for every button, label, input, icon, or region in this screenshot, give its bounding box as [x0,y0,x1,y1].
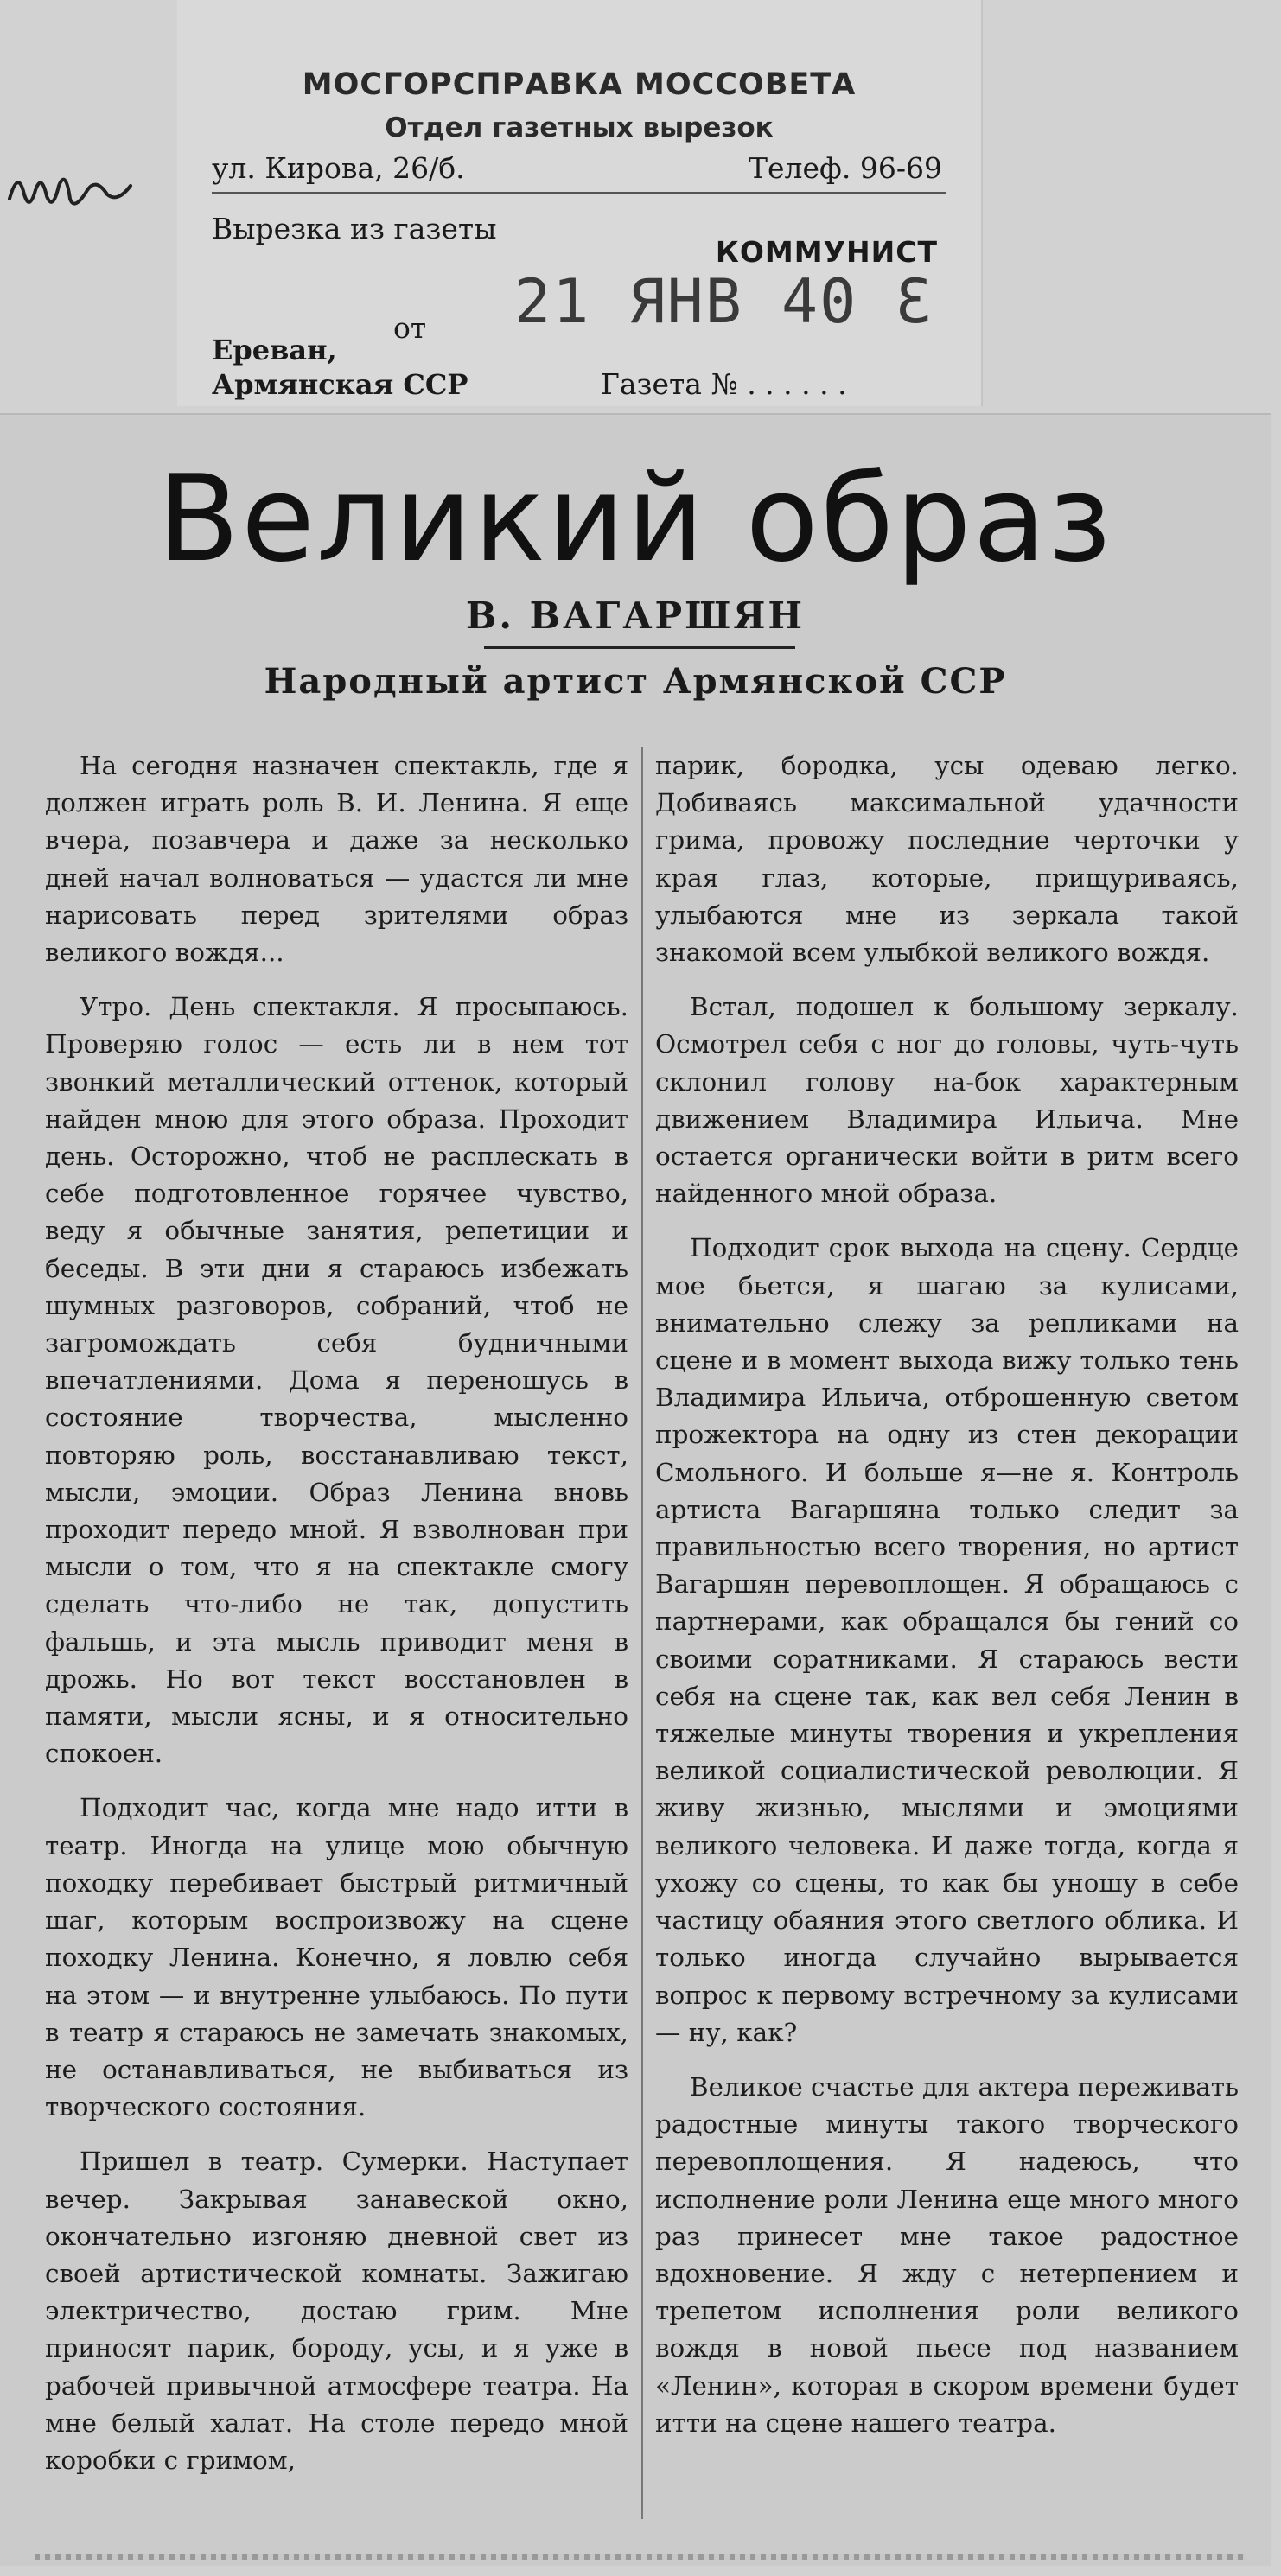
paragraph: Встал, подошел к большому зеркалу. Осмотрел себя с ног до головы, чуть-чуть склонил голову на-бок характерным движением Владимира Ильича. Мне остается органически войти в ритм всего найденного мной образа. [655,992,1239,1209]
article-author: В. ВАГАРШЯН [465,595,806,637]
stamp-phone: Телеф. 96-69 [749,151,942,185]
article-author-title: Народный артист Армянской ССР [264,661,1007,702]
paragraph: На сегодня назначен спектакль, где я должен играть роль В. И. Ленина. Я еще вчера, позавчера и даже за несколько дней начал волноваться — удастся ли мне нарисовать перед зрителями образ великого вождя... [45,751,628,968]
clipping-bottom-edge [35,2554,1245,2560]
stamp-location [212,333,468,402]
stamp-republic: Армянская ССР [212,368,468,401]
newspaper-clipping [0,413,1271,2566]
article-title: Великий образ [157,449,1113,588]
article-column-left [45,747,628,2488]
handwritten-mark [5,151,135,229]
paragraph: Великое счастье для актера переживать радостные минуты такого творческого перевоплощения. Я надеюсь, что исполнение роли Ленина еще много много раз принесет мне такое радостное вдохновение. Я жду с нетерпением и трепетом исполнения роли великого вождя в новой пьесе под названием «Ленин», которая в скором времени будет итти на сцене нашего театра. [655,2071,1239,2438]
stamp-date: 21 ЯНВ 40 Ɛ [514,266,934,337]
paragraph: парик, бородка, усы одеваю легко. Добиваясь максимальной удачности грима, провожу последние черточки у края глаз, которые, прищуриваясь, улыбаются мне из зеркала такой знакомой всем улыбкой великого вождя. [655,751,1239,968]
paragraph: Пришел в театр. Сумерки. Наступает вечер. Закрывая занавеской окно, окончательно изгоняю дневной свет из своей артистической комнаты. Зажигаю электричество, достаю грим. Мне приносят парик, бороду, усы, и я уже в рабочей привычной атмосфере театра. На мне белый халат. На столе передо мной коробки с гримом, [45,2147,628,2475]
stamp-newspaper-name: КОММУНИСТ [715,235,938,269]
stamp-rule [212,192,946,194]
stamp-department: Отдел газетных вырезок [385,112,774,143]
stamp-from-label: от [393,311,427,345]
article-column-right [655,747,1239,2451]
stamp-organization: МОСГОРСПРАВКА МОССОВЕТА [302,67,857,102]
stamp-address: ул. Кирова, 26/б. [212,151,465,185]
paragraph: Подходит срок выхода на сцену. Сердце мое бьется, я шагаю за кулисами, внимательно слежу за репликами на сцене и в момент выхода вижу только тень Владимира Ильича, отброшенную светом прожектора на одну из стен декорации Смольного. И больше я—не я. Контроль артиста Вагаршяна только следит за правильностью всего творения, но артист Вагаршян перевоплощен. Я обращаюсь с партнерами, как обращался бы гений со своими соратниками. Я стараюсь вести себя на сцене так, как вел себя Ленин в тяжелые минуты творения и укрепления великой социалистической революции. Я живу жизнью, мыслями и эмоциями великого человека. И даже тогда, когда я ухожу со сцены, то как бы уношу в себе частицу обаяния этого светлого облика. И только иногда случайно вырывается вопрос к первому встречному за кулисами — ну, как? [655,1233,1239,2047]
column-divider [641,747,643,2519]
author-divider [484,646,795,649]
archive-stamp [177,0,983,406]
stamp-clip-label: Вырезка из газеты [212,212,497,245]
paragraph: Подходит час, когда мне надо итти в театр. Иногда на улице мою обычную походку перебивает быстрый ритмичный шаг, которым воспроизвожу на сцене походку Ленина. Конечно, я ловлю себя на этом — и внутренне улыбаюсь. По пути в театр я стараюсь не замечать знакомых, не останавливаться, не выбиваться из творческого состояния. [45,1793,628,2122]
stamp-city: Ереван, [212,334,337,366]
paragraph: Утро. День спектакля. Я просыпаюсь. Проверяю голос — есть ли в нем тот звонкий металлический оттенок, который найден мною для этого образа. Проходит день. Осторожно, чтоб не расплескать в себе подготовленное горячее чувство, веду я обычные занятия, репетиции и беседы. В эти дни я стараюсь избежать шумных разговоров, собраний, чтоб не загромождать себя будничными впечатлениями. Дома я переношусь в состояние творчества, мысленно повторяю роль, восстанавливаю текст, мысли, эмоции. Образ Ленина вновь проходит передо мной. Я взволнован при мысли о том, что я на спектакле смогу сделать что-либо не так, допустить фальшь, и эта мысль приводит меня в дрожь. Но вот текст восстановлен в памяти, мысли ясны, и я относительно спокоен. [45,992,628,1769]
stamp-gazeta-number: Газета № . . . . . . [601,367,847,401]
